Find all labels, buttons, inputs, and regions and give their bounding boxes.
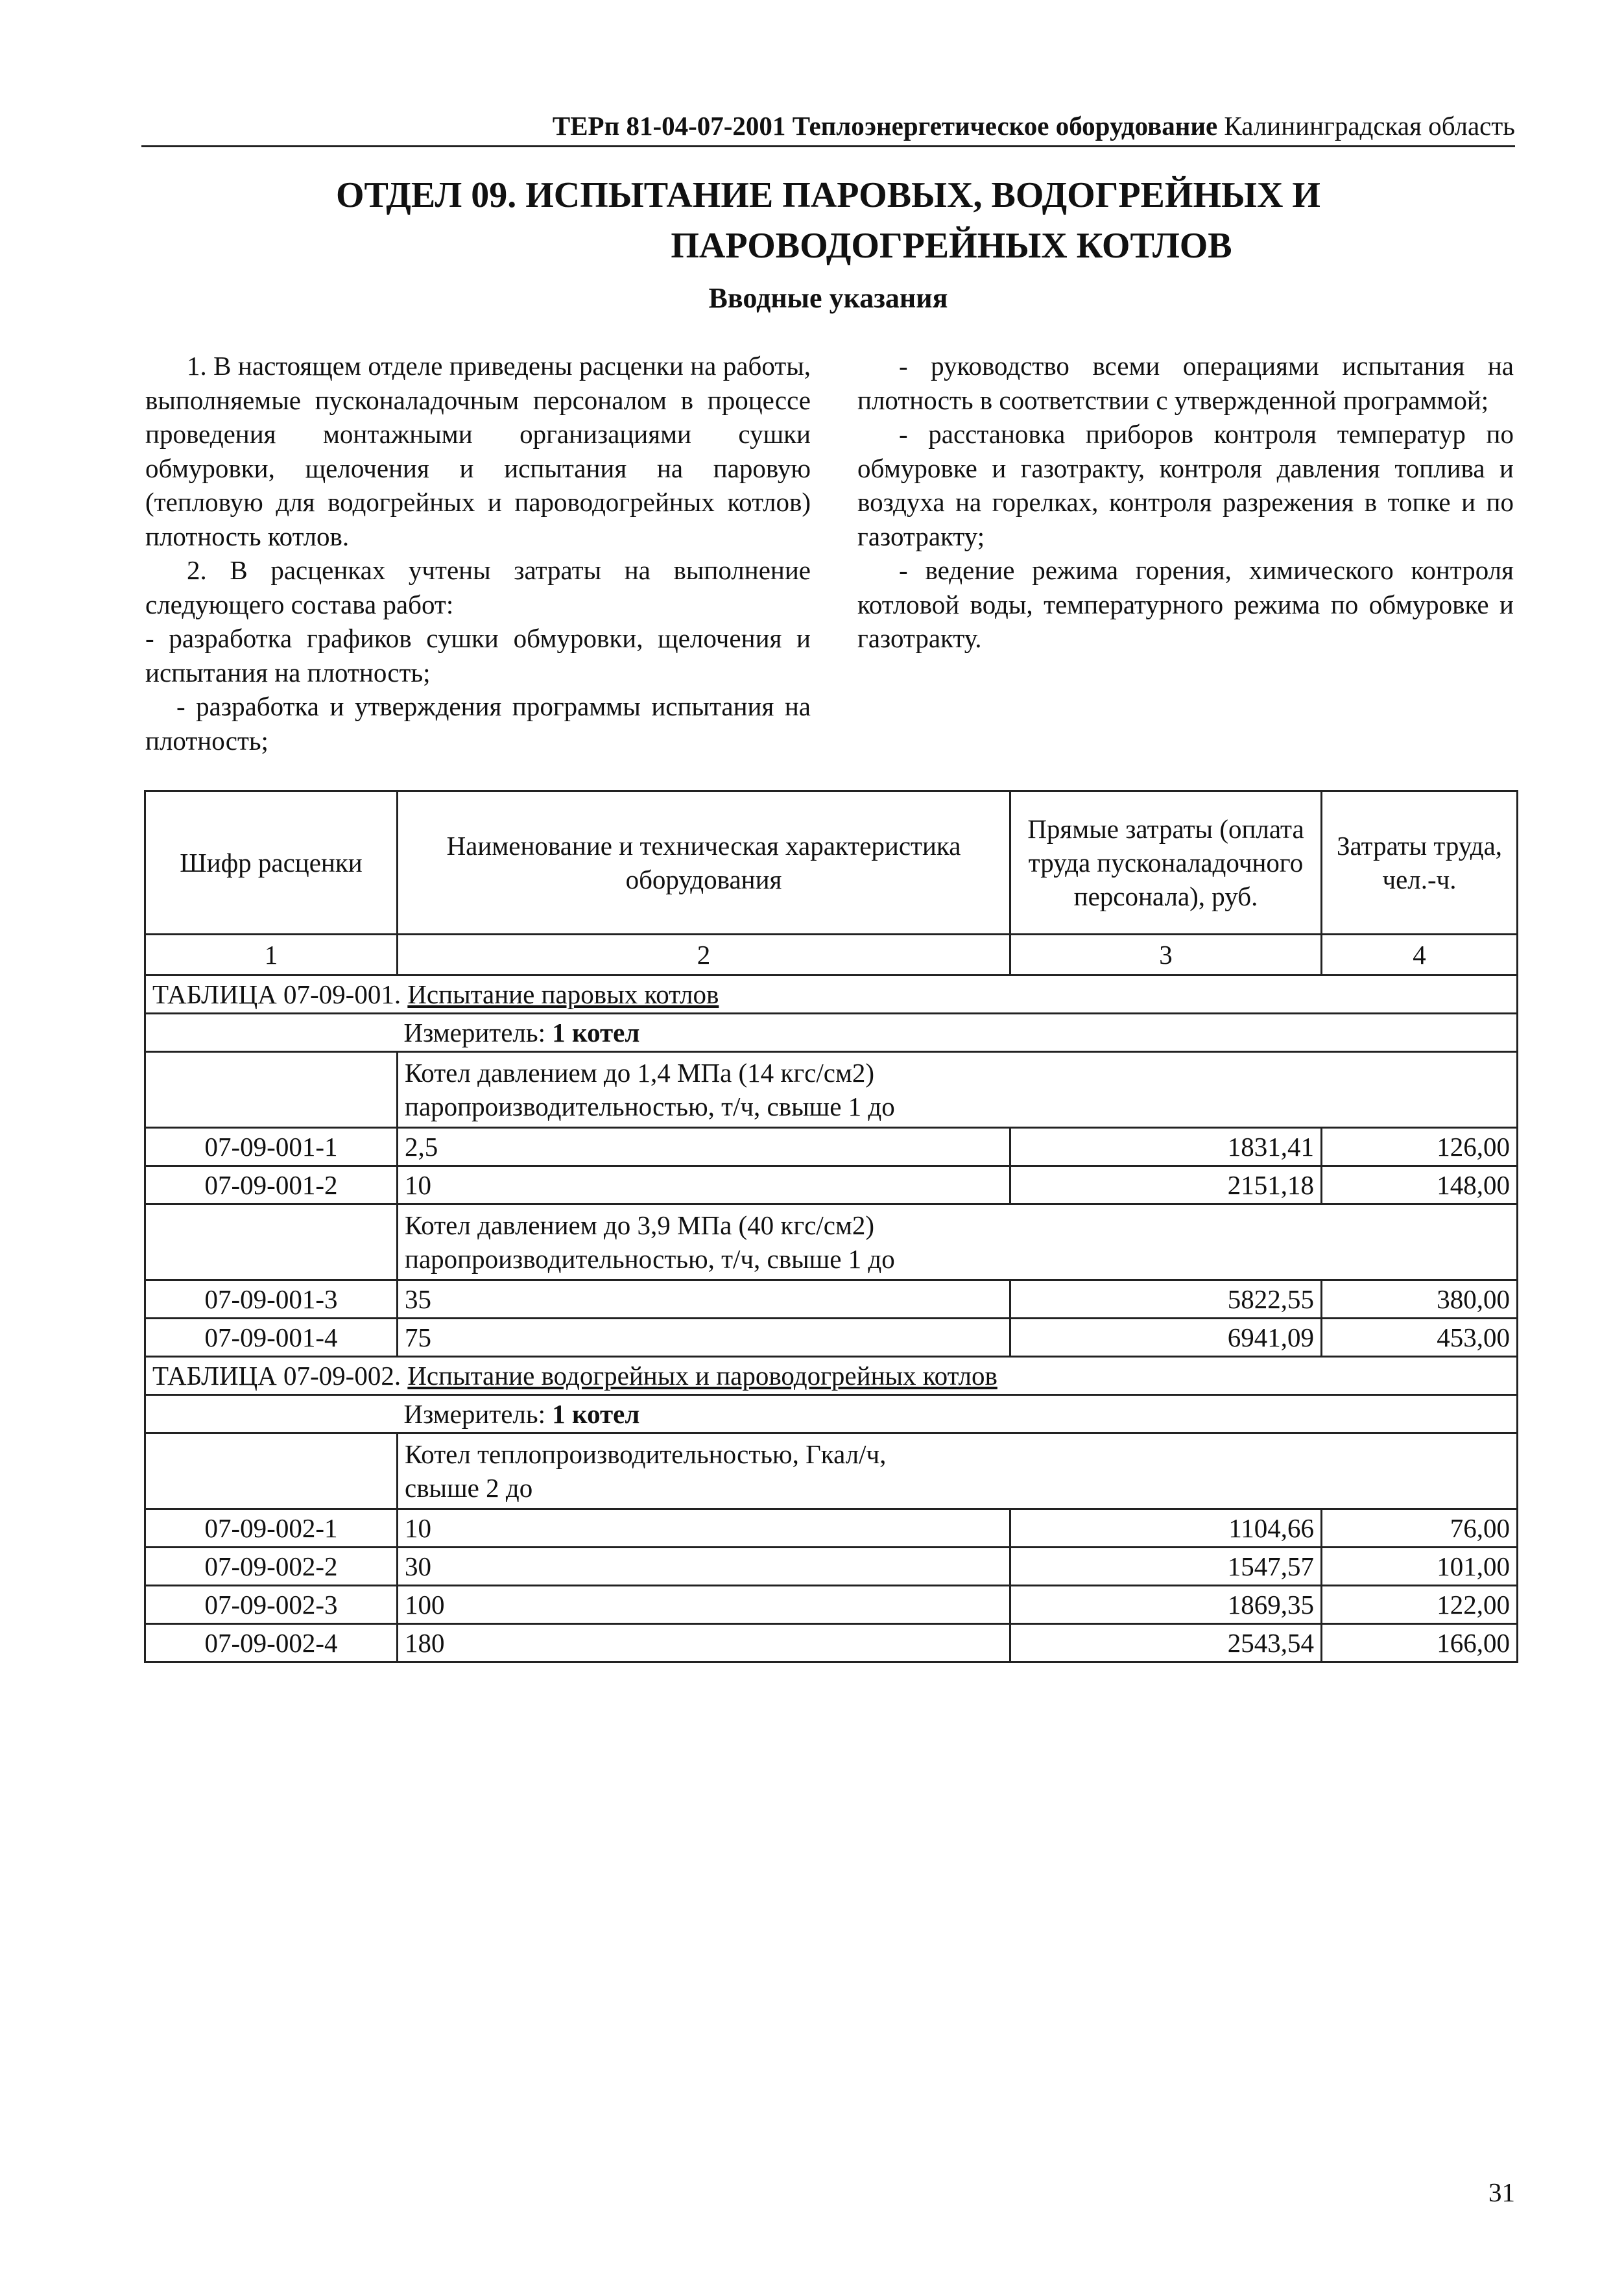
header-code: Шифр расценки: [145, 791, 398, 935]
rate-code: 07-09-001-4: [145, 1319, 398, 1357]
rate-name: 35: [398, 1280, 1010, 1319]
header-direct-costs: Прямые затраты (оплата труда пусконаладочного персонала), руб.: [1010, 791, 1322, 935]
rate-code: 07-09-002-1: [145, 1509, 398, 1548]
column-number: 4: [1322, 935, 1518, 975]
measure: [398, 1395, 1518, 1433]
rate-name: 180: [398, 1624, 1010, 1662]
rate-code: 07-09-002-4: [145, 1624, 398, 1662]
rate-direct: 6941,09: [1010, 1319, 1322, 1357]
rate-labor: 76,00: [1322, 1509, 1518, 1548]
measure-row: [145, 1395, 1518, 1433]
rate-direct: 5822,55: [1010, 1280, 1322, 1319]
table-title-row: [145, 975, 1518, 1014]
measure-value: 1 котел: [552, 1018, 640, 1047]
intro-paragraph: - руководство всеми операциями испытания на плотность в соответствии с утвержденной программой;: [857, 351, 1514, 415]
intro-paragraph: 2. В расценках учтены затраты на выполнение следующего состава работ:: [145, 555, 811, 619]
intro-paragraph: 1. В настоящем отделе приведены расценки на работы, выполняемые пусконаладочным персоналом в процессе проведения монтажными организациями сушки обмуровки, щелочения и испытания на паровую (тепловую для водогрейных и пароводогрейных котлов) плотность котлов.: [145, 351, 811, 551]
table-title-code: ТАБЛИЦА 07-09-001.: [152, 979, 401, 1009]
table-row: [145, 1319, 1518, 1357]
intro-paragraph: - расстановка приборов контроля температур по обмуровке и газотракту, контроля давления топлива и воздуха на горелках, контроля разрежения в топке и по газотракту;: [857, 419, 1514, 551]
table-row: [145, 1548, 1518, 1586]
doc-subject: Теплоэнергетическое оборудование: [792, 111, 1218, 141]
rate-labor: 453,00: [1322, 1319, 1518, 1357]
rate-direct: 2543,54: [1010, 1624, 1322, 1662]
intro-paragraph: - разработка графиков сушки обмуровки, щелочения и испытания на плотность;: [145, 623, 811, 688]
section-title-line1: ОТДЕЛ 09. ИСПЫТАНИЕ ПАРОВЫХ, ВОДОГРЕЙНЫХ И: [336, 175, 1320, 215]
measure-value: 1 котел: [552, 1399, 640, 1429]
header-labor: Затраты труда, чел.-ч.: [1322, 791, 1518, 935]
rate-code: 07-09-002-3: [145, 1586, 398, 1624]
rate-labor: 122,00: [1322, 1586, 1518, 1624]
rate-code: 07-09-001-1: [145, 1128, 398, 1166]
rate-labor: 166,00: [1322, 1624, 1518, 1662]
intro-paragraph: - ведение режима горения, химического контроля котловой воды, температурного режима по обмуровке и газотракту.: [857, 555, 1514, 653]
rates-table: [144, 790, 1518, 1663]
doc-code: ТЕРп 81-04-07-2001: [552, 111, 786, 141]
rate-name: 30: [398, 1548, 1010, 1586]
measure-row: [145, 1014, 1518, 1052]
running-header: [141, 109, 1515, 147]
intro-heading: Вводные указания: [708, 282, 948, 314]
group-description: Котел теплопроизводительностью, Гкал/ч, свыше 2 до: [398, 1433, 1322, 1509]
column-number-row: [145, 935, 1518, 975]
group-row: [145, 1204, 1518, 1280]
measure-label: Измеритель:: [403, 1399, 545, 1429]
measure: [398, 1014, 1518, 1052]
rate-labor: 101,00: [1322, 1548, 1518, 1586]
intro-right-column: [857, 349, 1514, 656]
rate-labor: 148,00: [1322, 1166, 1518, 1204]
rate-labor: 126,00: [1322, 1128, 1518, 1166]
table-row: [145, 1280, 1518, 1319]
table-title: [145, 1357, 1518, 1395]
table-row: [145, 1624, 1518, 1662]
table-title-code: ТАБЛИЦА 07-09-002.: [152, 1361, 401, 1391]
intro-paragraph: - разработка и утверждения программы испытания на плотность;: [145, 691, 811, 756]
table-row: [145, 1128, 1518, 1166]
table-title-row: [145, 1357, 1518, 1395]
group-description: Котел давлением до 3,9 МПа (40 кгс/см2) паропроизводительностью, т/ч, свыше 1 до: [398, 1204, 1322, 1280]
measure-label: Измеритель:: [403, 1018, 545, 1047]
section-title-line2: ПАРОВОДОГРЕЙНЫХ КОТЛОВ: [671, 226, 1232, 266]
header-name: Наименование и техническая характеристика оборудования: [398, 791, 1010, 935]
rate-code: 07-09-001-3: [145, 1280, 398, 1319]
rate-name: 100: [398, 1586, 1010, 1624]
table-title-name: Испытание паровых котлов: [407, 979, 719, 1009]
table-row: [145, 1166, 1518, 1204]
rate-direct: 1831,41: [1010, 1128, 1322, 1166]
rate-name: 2,5: [398, 1128, 1010, 1166]
rate-labor: 380,00: [1322, 1280, 1518, 1319]
rate-direct: 1547,57: [1010, 1548, 1322, 1586]
rate-direct: 1869,35: [1010, 1586, 1322, 1624]
section-title: [141, 170, 1515, 271]
group-row: [145, 1052, 1518, 1128]
table-row: [145, 1509, 1518, 1548]
page-number: 31: [1488, 2177, 1515, 2207]
table-title-name: Испытание водогрейных и пароводогрейных котлов: [407, 1361, 997, 1391]
group-description: Котел давлением до 1,4 МПа (14 кгс/см2) паропроизводительностью, т/ч, свыше 1 до: [398, 1052, 1322, 1128]
column-number: 2: [398, 935, 1010, 975]
rate-direct: 1104,66: [1010, 1509, 1322, 1548]
rate-name: 10: [398, 1166, 1010, 1204]
rate-name: 75: [398, 1319, 1010, 1357]
table-title: [145, 975, 1518, 1014]
intro-left-column: [145, 349, 811, 758]
column-number: 3: [1010, 935, 1322, 975]
rate-name: 10: [398, 1509, 1010, 1548]
rate-code: 07-09-001-2: [145, 1166, 398, 1204]
group-row: [145, 1433, 1518, 1509]
rate-code: 07-09-002-2: [145, 1548, 398, 1586]
doc-region: Калининградская область: [1224, 111, 1515, 141]
table-row: [145, 1586, 1518, 1624]
rate-direct: 2151,18: [1010, 1166, 1322, 1204]
column-number: 1: [145, 935, 398, 975]
table-header-row: [145, 791, 1518, 935]
